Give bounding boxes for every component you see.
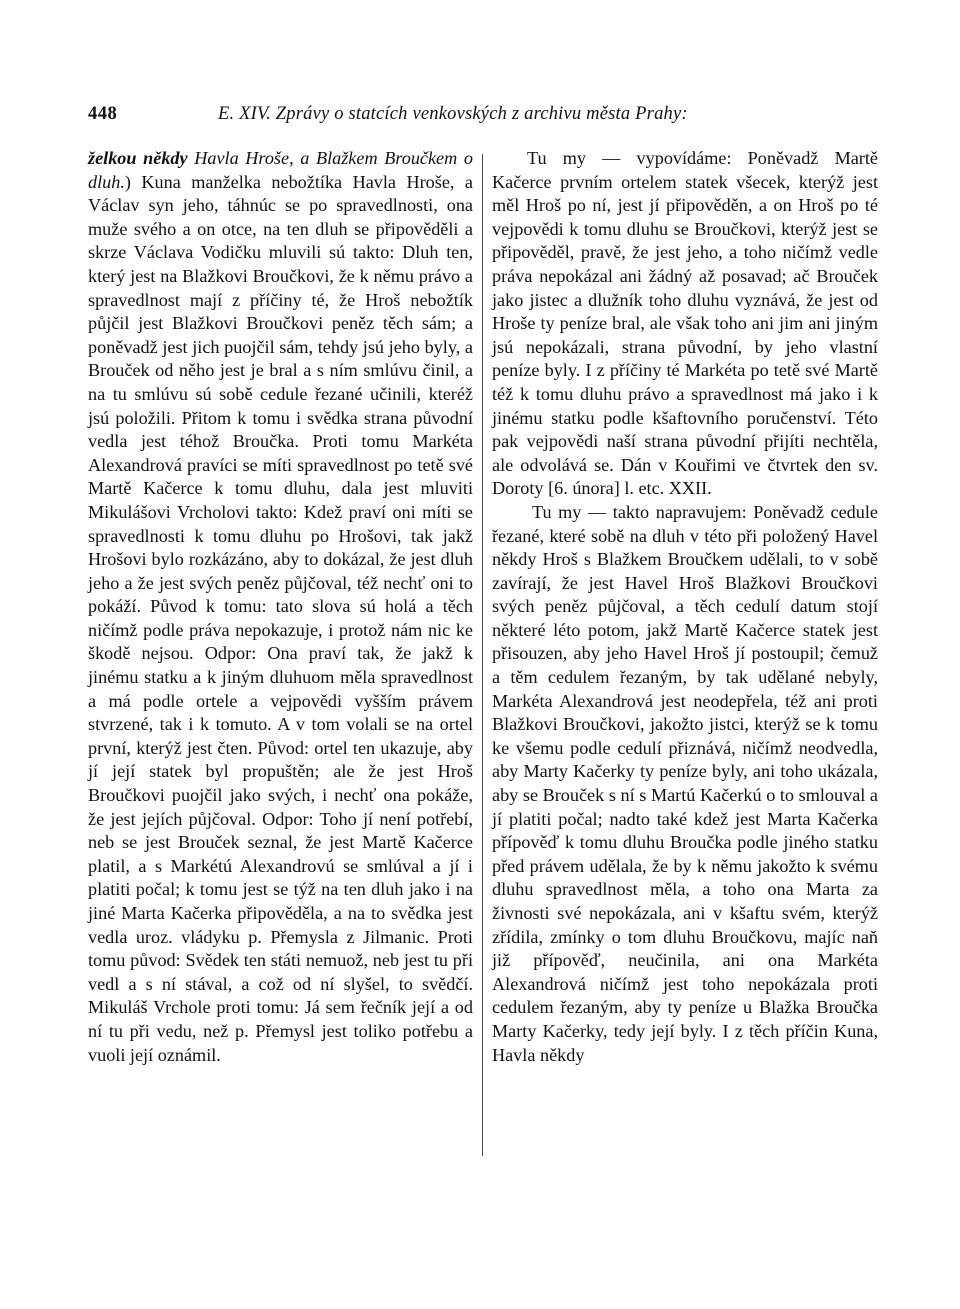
running-title: E. XIV. Zprávy o statcích venkovských z archivu města Prahy:	[218, 104, 688, 124]
opening-emphasis: želkou někdy	[88, 148, 188, 168]
left-paragraph-1	[88, 147, 473, 1067]
opening-italic: Havla Hroše, a Blažkem Broučkem o dluh.	[88, 148, 473, 192]
column-divider	[482, 154, 483, 1156]
left-text-column	[88, 147, 473, 1067]
page-number: 448	[88, 104, 118, 124]
right-paragraph-1: Tu my — vypovídáme: Poněvadž Martě Kačerce prvním ortelem statek všecek, kterýž jest měl Hroš po ní, jest jí připověděn, a on Hroš po té vejpovědi k tomu dluhu se Broučkovi, kterýž jest se připověděl, pravě, že jest jeho, a toho ničímž vedle práva nepokázal ani žádný až posavad; ač Brouček jako jistec a dlužník toho dluhu vyznává, že jest od Hroše ty peníze bral, ale však toho ani jim ani jiným jsú nepokázali, strana původní, by jeho vlastní peníze byly. I z příčiny té Markéta po tetě své Martě též k tomu dluhu právo a spravedlnost má jako i k jinému statku podle kšaftovního poručenství. Této pak vejpovědi naší strana původní přijíti nechtěla, ale odvolává se. Dán v Kouřimi ve čtvrtek den sv. Doroty [6. února] l. etc. XXII.	[492, 148, 878, 499]
page-header	[88, 101, 878, 127]
right-text-column	[492, 147, 878, 1067]
left-paragraph-text: ) Kuna manželka nebožtíka Havla Hroše, a Václav syn jeho, táhnúc se po spravedlnosti, ona muže svého a on otce, na ten dluh se připověděli a skrze Václava Vodičku mluvili sú takto: Dluh ten, který jest na Blažkovi Broučkovi, že k němu právo a spravedlnost mají z příčiny té, že Hroš nebožtík půjčil jest Blažkovi Broučkovi peněz těch sám; a poněvadž jest jich puojčil sám, tehdy jsú jeho byly, a Brouček od něho jest je bral a s ním smlúvu činil, a na tu smlúvu sú sobě cedule řezané učinili, kteréž jsú položili. Přitom k tomu i svědka strana původní vedla jest téhož Broučka. Proti tomu Markéta Alexandrová pravíci se míti spravedlnost po tetě své Martě Kačerce k tomu dluhu, dala jest mluviti Mikulášovi Vrcholovi takto: Kdež praví oni míti se spravedlnosti k tomu dluhu po Hrošovi, tak jakž Hrošovi bylo rozkázáno, aby to dokázal, že jest dluh jeho a že jest svých peněz půjčoval, též nechť oni to pokáží. Původ k tomu: tato slova sú holá a těch ničímž podle práva nepokazuje, i protož nám nic ke škodě nejsou. Odpor: Ona praví tak, že jakž k jinému statku a k jiným dluhuom měla spravedlnost a má podle ortele a vejpovědi vyšším právem stvrzené, tak i k tomuto. A v tom volali se na ortel první, kterýž jest čten. Původ: ortel ten ukazuje, aby jí její statek byl propuštěn; ale že jest Hroš Broučkovi puojčil jako svých, i nechť ona pokáže, že jest jejích půjčoval. Odpor: Toho jí není potřebí, neb se jest Brouček seznal, že jest Martě Kačerce platil, a s Markétú Alexandrovú se smlúval a jí i platiti počal; k tomu jest se týž na ten dluh jako i na jiné Marta Kačerka připověděla, a na to svědka jest vedla uroz. vládyku p. Přemysla z Jilmanic. Proti tomu původ: Svědek ten státi nemuož, neb jest tu při vedl a s ní stával, a což od ní slyšel, to svědčí. Mikuláš Vrchole proti tomu: Já sem řečník její a od ní tu při vedu, než p. Přemysl jest toliko potřebu a vuoli její oznámil.	[88, 171, 473, 1065]
right-paragraph-2: Tu my — takto napravujem: Poněvadž cedule řezané, které sobě na dluh v této při položený Havel někdy Hroš s Blažkem Broučkem udělali, to v sobě zavírají, že jest Havel Hroš Blažkovi Broučkovi svých peněz půjčoval, a těch cedulí datum stojí některé léto potom, jakž Martě Kačerce statek jest přisouzen, aby jeho Havel Hroš jí postoupil; čemuž a těm cedulem řezaným, by tak udělané nebyly, Markéta Alexandrová jest neodepřela, též ani proti Blažkovi Broučkovi, jakožto jistci, kterýž se k tomu ke všemu podle cedulí přiznává, ničímž neodvedla, aby Marty Kačerky ty peníze byly, ani toho ukázala, aby se Brouček s ní s Martú Kačerkú o to smlouval a jí platiti počal; nadto také kdež jest Marta Kačerka přípověď k tomu dluhu Broučka podle jiného statku před právem udělala, že by k němu jakožto k svému dluhu spravedlnost měla, a toho ona Marta za živnosti své nepokázala, ani v kšaftu svém, kterýž zřídila, zmínky o tom dluhu Broučkovu, majíc naň již přípověď, neučinila, ani ona Markéta Alexandrová ničímž jest toho nepokázala proti cedulem řezaným, aby ty peníze u Blažka Broučka Marty Kačerky, tedy její byly. I z těch příčin Kuna, Havla někdy	[492, 501, 878, 1065]
